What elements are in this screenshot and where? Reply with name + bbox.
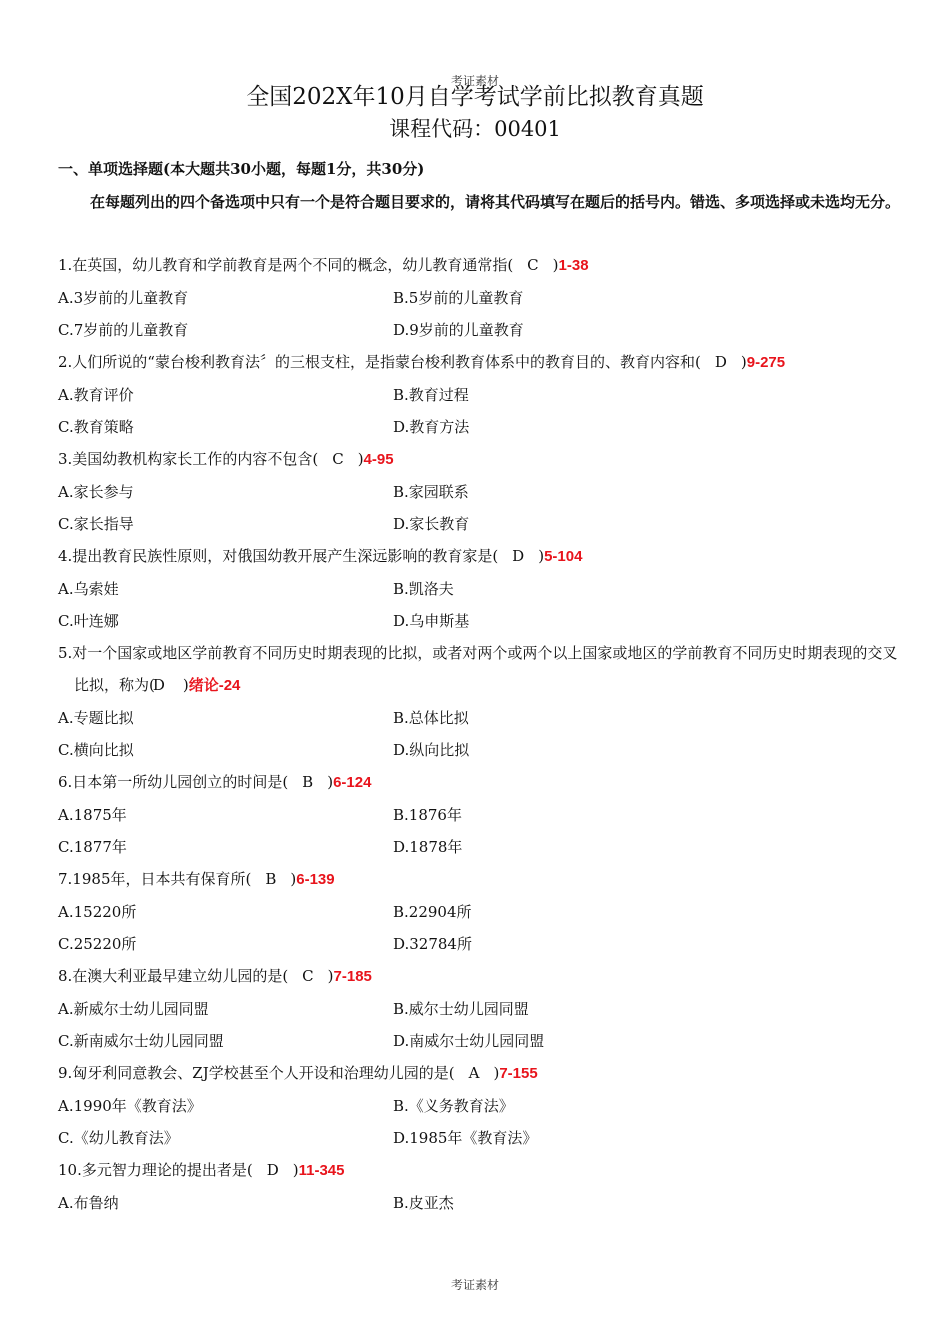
question-list <box>58 249 908 1219</box>
option-c: C.7岁前的儿童教育 <box>58 321 189 339</box>
option-d: D.南威尔士幼儿园同盟 <box>393 1032 545 1050</box>
option-a: A.1875年 <box>58 806 127 824</box>
question-5 <box>58 637 908 766</box>
question-10 <box>58 1154 908 1219</box>
course-code: 课程代码：00401 <box>389 117 561 141</box>
question-4 <box>58 540 908 637</box>
reference: 7-155 <box>499 1065 538 1082</box>
reference: 5-104 <box>544 548 583 565</box>
option-b: B.教育过程 <box>393 386 469 404</box>
reference: 4-95 <box>363 451 394 468</box>
option-c: C.横向比拟 <box>58 741 134 759</box>
option-c: C.《幼儿教育法》 <box>58 1129 179 1147</box>
question-stem: 2.人们所说的“蒙台梭利教育法〞的三根支柱，是指蒙台梭利教育体系中的教育目的、教育内容和( D )9-275 <box>58 346 908 379</box>
exam-title: 全国202X年10月自学考试学前比拟教育真题 <box>246 84 704 110</box>
option-c: C.家长指导 <box>58 515 134 533</box>
section-heading: 一、单项选择题(本大题共30小题，每题1分，共30分) <box>58 160 425 178</box>
answer: B <box>265 870 277 888</box>
question-6 <box>58 766 908 863</box>
answer: C <box>302 967 314 985</box>
question-stem: 8.在澳大利亚最早建立幼儿园的是( C )7-185 <box>58 960 908 993</box>
option-a: A.布鲁纳 <box>58 1194 119 1212</box>
question-stem: 3.美国幼教机构家长工作的内容不包含( C )4-95 <box>58 443 908 476</box>
option-d: D.32784所 <box>393 935 472 953</box>
answer: D <box>714 353 727 371</box>
question-stem: 1.在英国，幼儿教育和学前教育是两个不同的概念，幼儿教育通常指( C )1-38 <box>58 249 908 282</box>
answer: B <box>302 773 314 791</box>
option-c: C.教育策略 <box>58 418 134 436</box>
question-8 <box>58 960 908 1057</box>
reference: 9-275 <box>746 354 786 371</box>
reference: 7-185 <box>333 968 372 985</box>
question-stem: 5.对一个国家或地区学前教育不同历史时期表现的比拟，或者对两个或两个以上国家或地区的学前教育不同历史时期表现的交叉比拟，称为(D )绪论-24 <box>58 637 908 702</box>
reference: 11-345 <box>298 1162 345 1179</box>
question-stem: 4.提出教育民族性原则，对俄国幼教开展产生深远影响的教育家是( D )5-104 <box>58 540 908 573</box>
question-stem: 10.多元智力理论的提出者是( D )11-345 <box>58 1154 908 1187</box>
option-a: A.教育评价 <box>58 386 134 404</box>
option-d: D.教育方法 <box>393 418 470 436</box>
option-b: B.总体比拟 <box>393 709 469 727</box>
option-c: C.叶连娜 <box>58 612 119 630</box>
answer: D <box>266 1161 279 1179</box>
option-b: B.5岁前的儿童教育 <box>393 289 524 307</box>
option-a: A.新威尔士幼儿园同盟 <box>58 1000 209 1018</box>
instructions: 在每题列出的四个备选项中只有一个是符合题目要求的，请将其代码填写在题后的括号内。错选、多项选择或未选均无分。 <box>90 193 901 211</box>
option-b: B.《义务教育法》 <box>393 1097 514 1115</box>
answer: C <box>332 450 344 468</box>
emphasis-text: 不包含 <box>267 450 313 468</box>
option-d: D.家长教育 <box>393 515 470 533</box>
answer: A <box>468 1064 480 1082</box>
option-d: D.1985年《教育法》 <box>393 1129 538 1147</box>
option-d: D.1878年 <box>393 838 463 856</box>
question-stem: 9.匈牙利同意教会、ZJ学校甚至个人开设和治理幼儿园的是( A )7-155 <box>58 1057 908 1090</box>
option-b: B.皮亚杰 <box>393 1194 454 1212</box>
reference: 1-38 <box>558 257 589 274</box>
option-d: D.9岁前的儿童教育 <box>393 321 524 339</box>
question-7 <box>58 863 908 960</box>
question-1 <box>58 249 908 346</box>
question-3 <box>58 443 908 540</box>
answer: D <box>512 547 525 565</box>
answer: D <box>152 676 165 694</box>
reference: 6-139 <box>296 871 335 888</box>
option-b: B.1876年 <box>393 806 462 824</box>
option-a: A.家长参与 <box>58 483 134 501</box>
option-c: C.1877年 <box>58 838 127 856</box>
reference: 绪论-24 <box>188 677 241 694</box>
question-stem: 7.1985年，日本共有保育所( B )6-139 <box>58 863 908 896</box>
option-b: B.凯洛夫 <box>393 580 454 598</box>
option-b: B.家园联系 <box>393 483 469 501</box>
watermark-top: 考证素材 <box>450 74 499 88</box>
option-a: A.1990年《教育法》 <box>58 1097 202 1115</box>
watermark-bottom: 考证素材 <box>450 1278 499 1292</box>
question-9 <box>58 1057 908 1154</box>
option-d: D.纵向比拟 <box>393 741 470 759</box>
option-a: A.专题比拟 <box>58 709 134 727</box>
question-stem: 6.日本第一所幼儿园创立的时间是( B )6-124 <box>58 766 908 799</box>
option-a: A.15220所 <box>58 903 137 921</box>
option-b: B.威尔士幼儿园同盟 <box>393 1000 529 1018</box>
option-d: D.乌申斯基 <box>393 612 470 630</box>
option-a: A.乌索娃 <box>58 580 119 598</box>
option-b: B.22904所 <box>393 903 472 921</box>
option-c: C.新南威尔士幼儿园同盟 <box>58 1032 224 1050</box>
reference: 6-124 <box>333 774 372 791</box>
option-c: C.25220所 <box>58 935 137 953</box>
option-a: A.3岁前的儿童教育 <box>58 289 189 307</box>
answer: C <box>527 256 539 274</box>
question-2 <box>58 346 908 443</box>
